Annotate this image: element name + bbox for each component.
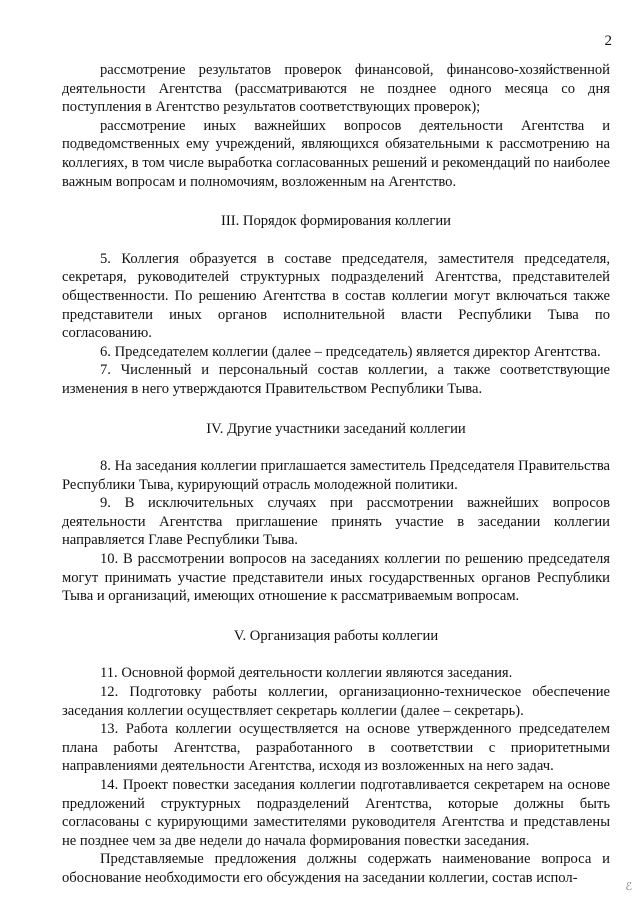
paragraph: рассмотрение результатов проверок финансовой, финансово-хозяйственной деятельности Агентства (рассматриваются не позднее одного месяца со дня поступления в Агентство результатов соответствующих проверок); xyxy=(62,62,610,116)
page-number: 2 xyxy=(604,33,612,49)
paragraph: 7. Численный и персональный состав коллегии, а также соответствующие изменения в него утверждаются Правительством Республики Тыва. xyxy=(62,362,610,397)
paragraph: 13. Работа коллегии осуществляется на основе утвержденного председателем плана работы Агентства, разработанного в соответствии с приоритетными направлениями деятельности Агентства, исходя из возложенных на него задач. xyxy=(62,721,610,775)
paragraph: 9. В исключительных случаях при рассмотрении важнейших вопросов деятельности Агентства приглашение принять участие в заседании коллегии направляется Главе Республики Тыва. xyxy=(62,495,610,549)
paragraph: 11. Основной формой деятельности коллегии являются заседания. xyxy=(100,665,513,682)
paragraph: 14. Проект повестки заседания коллегии подготавливается секретарем на основе предложений структурных подразделений Агентства, которые должны быть согласованы с курирующими заместителями руководителя Агентства и представлены не позднее чем за две недели до начала формирования повестки заседания. xyxy=(62,777,610,849)
paragraph: 6. Председателем коллегии (далее – председатель) является директор Агентства. xyxy=(100,343,601,360)
paragraph: 5. Коллегия образуется в составе председателя, заместителя председателя, секретаря, руководителей структурных подразделений Агентства, представителей общественности. По решению Агентства в состав коллегии могут включаться также представители иных органов исполнительной власти Республики Тыва по согласованию. xyxy=(62,250,610,342)
scan-mark: ℰ xyxy=(625,881,632,893)
section-heading: V. Организация работы коллегии xyxy=(233,627,439,644)
paragraph: 12. Подготовку работы коллегии, организационно-техническое обеспечение заседания коллегии осуществляет секретарь коллегии (далее – секретарь). xyxy=(62,684,610,719)
paragraph: Представляемые предложения должны содержать наименование вопроса и обоснование необходимости его обсуждения на заседании коллегии, состав испол- xyxy=(62,851,610,886)
paragraph: 8. На заседания коллегии приглашается заместитель Председателя Правительства Республики Тыва, курирующий отрасль молодежной политики. xyxy=(62,458,610,493)
section-heading: III. Порядок формирования коллегии xyxy=(221,213,451,230)
paragraph: 10. В рассмотрении вопросов на заседаниях коллегии по решению председателя могут принимать участие представители иных государственных органов Республики Тыва и организаций, имеющих отношение к рассматриваемым вопросам. xyxy=(62,551,610,605)
document-body xyxy=(62,61,610,888)
section-heading: IV. Другие участники заседаний коллегии xyxy=(206,420,466,437)
paragraph: рассмотрение иных важнейших вопросов деятельности Агентства и подведомственных ему учреждений, являющихся обязательными к рассмотрению на коллегиях, в том числе выработка согласованных решений и рекомендаций по наиболее важным вопросам и полномочиям, возложенным на Агентство. xyxy=(62,117,610,190)
